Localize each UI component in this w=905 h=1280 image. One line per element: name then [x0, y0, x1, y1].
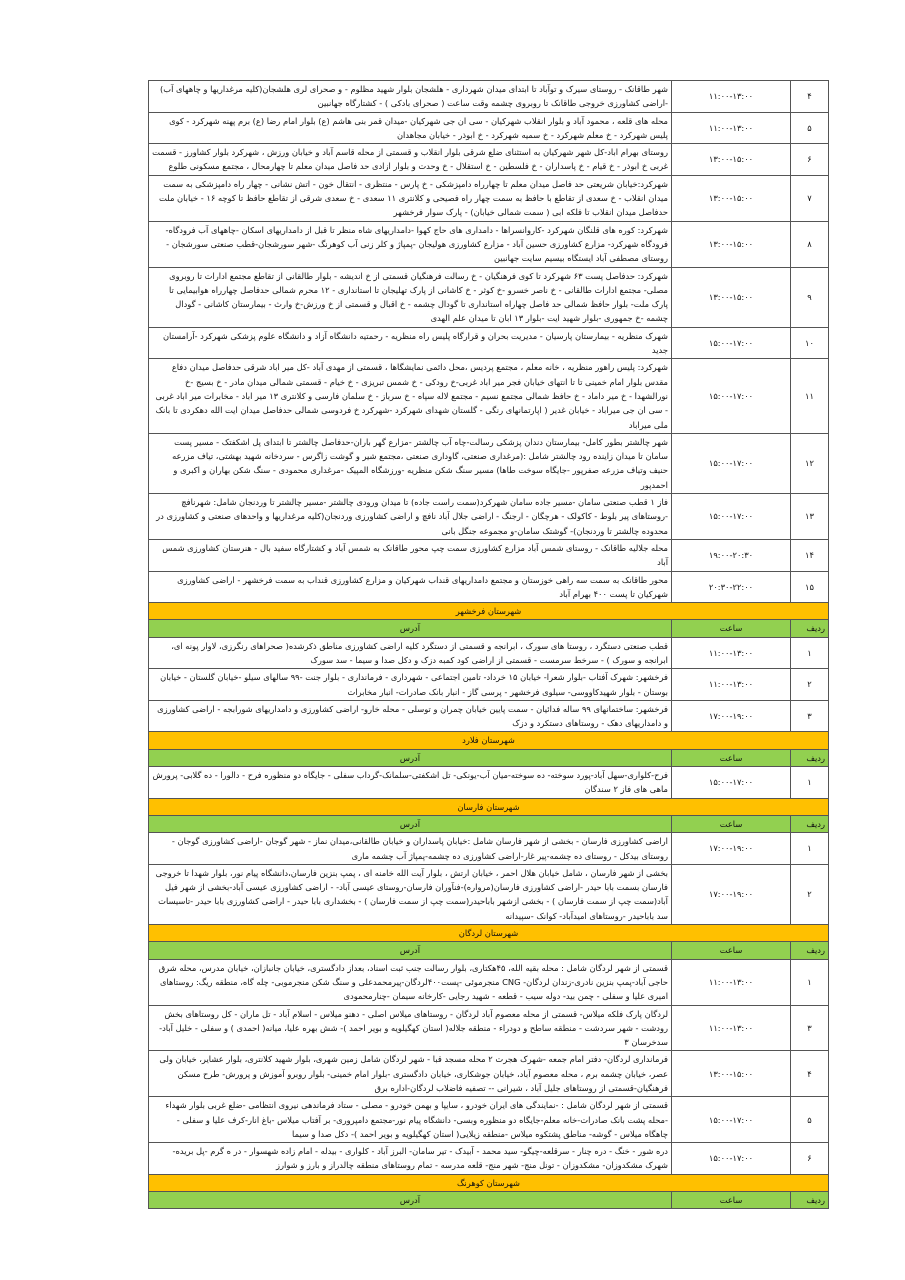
table-row — [149, 700, 829, 732]
row-number: ۷ — [791, 175, 829, 221]
table-row — [149, 864, 829, 924]
table-row — [149, 81, 829, 113]
row-number: ۱ — [791, 833, 829, 865]
address-cell: شهر طاقانک - روستای سیرک و توآباد تا ابتدای میدان شهرداری - هلشجان بلوار شهید مظلوم - و صحرای لری هلشجان(کلیه مرغداریها و چاههای آب) -اراضی کشاورزی خروجی طاقانک تا روبروی چشمه وقت ساعت ( صحرای بادکی ) - کشتارگاه جهانبین — [149, 81, 672, 113]
county-title: شهرستان کوهرنگ — [149, 1174, 829, 1191]
address-cell: فرح-کلواری-سهل آباد-پورد سوخته- ده سوخته-میان آب-یونکی- تل اشکفتی-سلمانک-گرداب سفلی - جایگاه دو منظوره فرح - دالورا - ده گلابی- پرورش ماهی های فاز ۲ سندگان — [149, 767, 672, 799]
address-cell: قسمتی از شهر لردگان شامل : محله بقیه الله، ۴۵هکتاری، بلوار رسالت جنب ثبت اسناد، بعداز دادگستری، خیابان جانبازان، خیابان مدرس، محله شرق حاجی آباد-پمپ بنزین نادری-زندان لردگان- CNG منجرموئی -پست۴۰۰لردگان-پیرمحمدعلی و سنگ شکن منجرموبی- چله گاه، منطقه ریگ: روستاهای امیری علیا و سفلی - چمن بید- دوله سیب - قطعه - شهید رجایی -کارخانه سیمان -چنارمحمودی — [149, 959, 672, 1005]
column-header-row — [149, 749, 829, 766]
row-number: ۱۵ — [791, 571, 829, 603]
table-row — [149, 433, 829, 493]
address-cell: محله های قلعه ، محمود آباد و بلوار انقلاب شهرکیان - سی ان جی شهرکیان -میدان قمر بنی هاشم (ع) بلوار امام رضا (ع) برم پهنه شهرکرد - کوی پلیس شهرکرد - خ معلم شهرکرد - خ سمیه شهرکرد - خ ابوذر - خیابان مجاهدان — [149, 112, 672, 144]
row-number: ۱ — [791, 637, 829, 669]
time-range: ۱۱:۰۰-۱۳:۰۰ — [672, 1005, 791, 1051]
table-row — [149, 959, 829, 1005]
county-section-header — [149, 798, 829, 815]
table-row — [149, 1097, 829, 1143]
address-cell: شهرکرد:خیابان شریعتی حد فاصل میدان معلم تا چهارراه دامپزشکی - خ پارس - منتظری - انتقال خون - اتش نشانی - چهار راه دامپزشکی به سمت میدان انقلاب - خ سعدی از تقاطع با حافظ به سمت چهار راه فصیحی و کلانتری ۱۱ سعدی - خ سعدی شرقی از تقاطع حافظ تا کوچه ۱۶ - خیابان ملت حدفاصل میدان انقلاب تا فلکه ابی ( سمت شمالی خیابان) - پارک سوار فرخشهر — [149, 175, 672, 221]
address-cell: شهرکرد: کوره های قلنگان شهرکرد -کاروانسراها - دامداری های حاج کهوا -دامداریهای شاه منظر تا قبل از دامداریهای اسکان -چاههای آب فرودگاه-فرودگاه شهرکرد- مزارع کشاورزی حسین آباد - مزارع کشاورزی هولیجان -پمپاژ و کلر زنی آب کوهرنگ -شهر سورشجان-قطب صنعتی سورشجان - روستای مصطفی آباد ایستگاه بیسیم سایت جهانبین — [149, 221, 672, 267]
time-range: ۱۵:۰۰-۱۷:۰۰ — [672, 327, 791, 359]
table-row — [149, 1005, 829, 1051]
address-cell: شهرک منظریه - بیمارستان پارسیان - مدیریت بحران و قرارگاه پلیس راه منظریه - رحمتیه دانشگاه آزاد و دانشگاه علوم پزشکی شهرکرد -آرامستان جدید — [149, 327, 672, 359]
header-time: ساعت — [672, 815, 791, 832]
row-number: ۵ — [791, 1097, 829, 1143]
time-range: ۱۵:۰۰-۱۷:۰۰ — [672, 433, 791, 493]
address-cell: شهرکرد: حدفاصل پست ۶۳ شهرکرد تا کوی فرهنگیان - خ رسالت فرهنگیان قسمتی از خ اندیشه - بلوار طالقانی از تقاطع مجتمع ادارات تا روبروی مصلی- مجتمع ادارات طالقانی - خ ناصر خسرو -خ کوثر - خ کاشانی از پارک تهلیجان تا استانداری - ۱۲ محرم شمالی حدفاصل چهارراه هوابیمایی تا پارک ملت- بلوار حافظ شمالی حد فاصل چهاراه استانداری تا گودال چشمه - خ اقبال و قسمتی از خ ورزش-خ وارث - بیمارستان کاشانی - گودال چشمه -خ جمهوری -بلوار شهید ایت -بلوار ۱۳ ابان تا میدان علم الهدی — [149, 267, 672, 327]
header-radif: ردیف — [791, 620, 829, 637]
time-range: ۱۳:۰۰-۱۵:۰۰ — [672, 144, 791, 176]
county-section-header — [149, 925, 829, 942]
address-cell: قطب صنعتی دستگرد ، روستا های سورک ، ابرانجه و قسمتی از دستگرد کلیه اراضی کشاورزی مناطق ذکرشده( صحراهای رنگرزی، لاوار پونه ای، ابرانجه و سورک ) - سرخط سرمست - قسمتی از اراضی کود کمبه دزک و دکل صدا و سیما - سد سورک — [149, 637, 672, 669]
row-number: ۱۲ — [791, 433, 829, 493]
time-range: ۱۳:۰۰-۱۵:۰۰ — [672, 1051, 791, 1097]
table-row — [149, 267, 829, 327]
table-row — [149, 637, 829, 669]
county-title: شهرستان فلارد — [149, 732, 829, 749]
row-number: ۱۴ — [791, 539, 829, 571]
header-radif: ردیف — [791, 942, 829, 959]
address-cell: شهر چالشتر بطور کامل- بیمارستان دندان پزشکی رسالت-چاه آب چالشتر -مزارع گهر باران-حدفاصل چالشتر تا ابتدای پل اشکفتک - مسیر پست سامان تا میدان زاینده رود چالشتر شامل :(مرغداری صنعتی، گاوداری صنعتی ،مجتمع شیر و گوشت زاگرس - سردخانه شهید بهشتی، تیاف مزرعه حنیف وتیاف مزرعه صفرپور -جایگاه سوخت طاها) مسیر سنگ شکن منظریه -ورزشگاه المپیک -مرغداری محمودی - سنگ شکن بهاران و اکبری و احمدپور — [149, 433, 672, 493]
county-title: شهرستان لردگان — [149, 925, 829, 942]
county-section-header — [149, 1174, 829, 1191]
table-row — [149, 327, 829, 359]
row-number: ۶ — [791, 144, 829, 176]
column-header-row — [149, 815, 829, 832]
header-radif: ردیف — [791, 1192, 829, 1209]
row-number: ۴ — [791, 81, 829, 113]
header-time: ساعت — [672, 749, 791, 766]
header-time: ساعت — [672, 1192, 791, 1209]
time-range: ۱۵:۰۰-۱۷:۰۰ — [672, 1143, 791, 1175]
address-cell: قسمتی از شهر لردگان شامل : -نمایندگی های ایران خودرو ، سایپا و بهمن خودرو - مصلی - ستاد فرماندهی نیروی انتظامی -ضلع غربی بلوار شهداء -محله پشت بانک صادرات-خانه معلم-جایگاه دو منظوره وبسی- دانشگاه پیام نور-مجتمع دامپروری- بر آفتاب میلاس -باغ انار-کرف علیا و سفلی - چاهگاه میلاس - گوشه- مناطق پشتکوه میلاس -منطقه زیلایی( استان کهگیلویه و بویر احمد )- دکل صدا و سیما — [149, 1097, 672, 1143]
address-cell: بخشی از شهر فارسان ، شامل خیابان هلال احمر ، خیابان ارتش ، بلوار آیت الله خامنه ای ، پمپ بنزین فارسان،دانشگاه پیام نور، بلوار شهدا تا خروجی فارسان بسمت بابا حیدر -اراضی کشاورزی فارسان(مرواره)-فنآوران فارسان-روستای عیسی آباد- - اراضی کشاورزی عیسی آباد-بخشی از شهر فیل آباد(سمت چپ از سمت فارسان ) - بخشی ازشهر باباحیدر(سمت چپ از سمت فارسان ) - بخشداری بابا حیدر - اراضی کشاورزی بابا حیدر -تاسیسات سد باباحیدر -روستاهای امیدآباد- کوانک -سپیدانه — [149, 864, 672, 924]
address-cell: فرخشهر: ساختمانهای ۹۹ ساله فدائیان - سمت پایین خیابان چمران و توسلی - محله خارو- اراضی کشاورزی و دامداریهای شورابجه - اراضی کشاورزی و دامداریهای دهک - روستاهای دستکرد و دزک — [149, 700, 672, 732]
header-address: آدرس — [149, 942, 672, 959]
time-range: ۱۱:۰۰-۱۳:۰۰ — [672, 112, 791, 144]
time-range: ۱۵:۰۰-۱۷:۰۰ — [672, 767, 791, 799]
table-row — [149, 539, 829, 571]
column-header-row — [149, 1192, 829, 1209]
row-number: ۲ — [791, 864, 829, 924]
header-address: آدرس — [149, 749, 672, 766]
time-range: ۲۰:۳۰-۲۲:۰۰ — [672, 571, 791, 603]
table-row — [149, 571, 829, 603]
address-cell: فاز ۱ قطب صنعتی سامان -مسیر جاده سامان شهرکرد(سمت راست جاده) تا میدان ورودی چالشتر -مسیر چالشتر تا وردنجان شامل: شهرنافچ -روستاهای پیر بلوط - کاکولک - هرچگان - ارجنگ - اراضی جلال آباد نافچ و اراضی کشاورزی وردنجان(کلیه مرغداریها و واحدهای صنعتی و کشاورزی در محدوده چالشتر تا وردنجان)- گوشتک سامان-و مجموعه جنگل بانی — [149, 494, 672, 540]
address-cell: شهرکرد: پلیس راهور منظریه ، خانه معلم ، مجتمع پردیس ،محل دائمی نمایشگاها ، قسمتی از مهدی آباد -کل میر اباد شرقی حدفاصل میدان دفاع مقدس بلوار امام خمینی تا تا انتهای خیابان فجر میر اباد غربی-خ رودکی - خ شمس تبریزی - خ خیام - قسمتی شمالی میدان مادر - خ بسیج -خ نورالشهدا - خ میر داماد - خ حافظ شمالی مجتمع نسیم - مجتمع لاله سپاه - خ سرباز - خ سلمان فارسی و کلانتری ۱۳ میر اباد - مخابرات میر اباد غربی - سی ان جی میراباد - خیابان غدیر ( اپارتمانهای رنگی - گلستان شهدای شهرکرد -شهرکرد خ فردوسی شمالی حدفاصل میدان ایت الله دهکردی تا بانک ملی میراباد — [149, 359, 672, 433]
row-number: ۹ — [791, 267, 829, 327]
county-title: شهرستان فارسان — [149, 798, 829, 815]
time-range: ۱۱:۰۰-۱۳:۰۰ — [672, 81, 791, 113]
address-cell: محله جلالیه طاقانک - روستای شمس آباد مزارع کشاورزی سمت چپ محور طاقانک به شمس آباد و کشتارگاه سفید بال - هنرستان کشاورزی شمس آباد — [149, 539, 672, 571]
header-address: آدرس — [149, 620, 672, 637]
row-number: ۴ — [791, 1051, 829, 1097]
table-row — [149, 144, 829, 176]
table-row — [149, 669, 829, 701]
table-row — [149, 1143, 829, 1175]
power-outage-schedule-table — [148, 80, 829, 1209]
table-row — [149, 175, 829, 221]
table-row — [149, 767, 829, 799]
address-cell: روستای بهرام اباد-کل شهر شهرکیان به استثنای ضلع شرقی بلوار انقلاب و قسمتی از محله قاسم آباد و خیابان ورزش ، شهرکرد بلوار کشاورز - قسمت غربی خ ابوذر - خ قیام - خ پاسداران - خ فلسطین - خ استقلال - خ وحدت و بلوار ازادی حد فاصل میدان معلم تا چهارمحال ، مجتمع مسکونی طلوع — [149, 144, 672, 176]
county-section-header — [149, 732, 829, 749]
address-cell: محور طاقانک به سمت سه راهی خوزستان و مجتمع دامداریهای قنداب شهرکیان و مزارع کشاورزی قنداب به سمت فرخشهر - اراضی کشاورزی شهرکیان تا پست ۴۰۰ بهرام آباد — [149, 571, 672, 603]
column-header-row — [149, 942, 829, 959]
row-number: ۱۱ — [791, 359, 829, 433]
time-range: ۱۵:۰۰-۱۷:۰۰ — [672, 359, 791, 433]
row-number: ۶ — [791, 1143, 829, 1175]
time-range: ۱۳:۰۰-۱۵:۰۰ — [672, 221, 791, 267]
address-cell: فرمانداری لردگان- دفتر امام جمعه -شهرک هجرت ۲ محله مسجد قبا - شهر لردگان شامل زمین شهری، بلوار شهید کلانتری، بلوار عشایر، خیابان ولی عصر، خیابان چشمه برم ، محله معصوم آباد، خیابان جوشکاری، خیابان دادگستری -بلوار امام خمینی- بلوار روبرو آموزش و پرورش- طرح مسکن فرهنگیان-قسمتی از روستاهای جلیل آباد ، شیرانی -- تصفیه فاضلاب لردگان-اداره برق — [149, 1051, 672, 1097]
time-range: ۱۹:۰۰-۲۰:۳۰ — [672, 539, 791, 571]
table-row — [149, 359, 829, 433]
address-cell: اراضی کشاورزی فارسان - بخشی از شهر فارسان شامل :خیابان پاسداران و خیابان طالقانی،میدان نماز - شهر گوجان -اراضی کشاورزی گوجان - روستای بیدکل - روستای ده چشمه-پیر غار-اراضی کشاورزی ده چشمه-پمپاژ آب چشمه ماری — [149, 833, 672, 865]
header-radif: ردیف — [791, 749, 829, 766]
header-time: ساعت — [672, 942, 791, 959]
row-number: ۱ — [791, 767, 829, 799]
row-number: ۳ — [791, 1005, 829, 1051]
time-range: ۱۳:۰۰-۱۵:۰۰ — [672, 267, 791, 327]
row-number: ۱ — [791, 959, 829, 1005]
table-row — [149, 494, 829, 540]
table-row — [149, 833, 829, 865]
address-cell: دره شور - خنگ - دره چنار - سرقلعه-چیگو- سید محمد - آبیدک - تیر سامان- البرز آباد - کلواری - بیدله - امام زاده شهسوار - در ه گرم -پل بریده- شهرک مشکدوزان- مشکدوزان - تونل منج- شهر منج- قلعه مدرسه - تمام روستاهای منطقه چالدراز و بارز و شوارز — [149, 1143, 672, 1175]
time-range: ۱۷:۰۰-۱۹:۰۰ — [672, 864, 791, 924]
header-radif: ردیف — [791, 815, 829, 832]
header-address: آدرس — [149, 1192, 672, 1209]
row-number: ۵ — [791, 112, 829, 144]
address-cell: لردگان پارک فلکه میلاس- قسمتی از محله معصوم آباد لردگان - روستاهای میلاس اصلی - دهنو میلاس - اسلام آباد - تل ماران - کل روستاهای بخش رودشت - شهر سردشت - منطقه ساطح و دودراء - منطقه جلاله( استان کهگیلویه و بویر احمد )- شش بهره علیا، میانه( احمدی ) و سفلی - خلیل آباد- سدخرسان ۳ — [149, 1005, 672, 1051]
address-cell: فرخشهر: شهرک آفتاب -بلوار شعرا- خیابان ۱۵ خرداد- تامین اجتماعی - شهرداری - فرمانداری - بلوار جنت -۹۹ سالهای سیلو -خیابان گلستان - خیابان بوستان - بلوار شهیدکاووسی- سیلوی فرخشهر - پرسی گاز - انبار بانک صادرات- انبار مخابرات — [149, 669, 672, 701]
row-number: ۲ — [791, 669, 829, 701]
time-range: ۱۳:۰۰-۱۵:۰۰ — [672, 175, 791, 221]
county-title: شهرستان فرخشهر — [149, 603, 829, 620]
row-number: ۱۳ — [791, 494, 829, 540]
time-range: ۱۱:۰۰-۱۳:۰۰ — [672, 669, 791, 701]
time-range: ۱۱:۰۰-۱۳:۰۰ — [672, 637, 791, 669]
time-range: ۱۱:۰۰-۱۳:۰۰ — [672, 959, 791, 1005]
time-range: ۱۵:۰۰-۱۷:۰۰ — [672, 494, 791, 540]
column-header-row — [149, 620, 829, 637]
header-address: آدرس — [149, 815, 672, 832]
time-range: ۱۷:۰۰-۱۹:۰۰ — [672, 700, 791, 732]
row-number: ۳ — [791, 700, 829, 732]
county-section-header — [149, 603, 829, 620]
time-range: ۱۵:۰۰-۱۷:۰۰ — [672, 1097, 791, 1143]
header-time: ساعت — [672, 620, 791, 637]
table-row — [149, 221, 829, 267]
row-number: ۸ — [791, 221, 829, 267]
table-row — [149, 112, 829, 144]
time-range: ۱۷:۰۰-۱۹:۰۰ — [672, 833, 791, 865]
row-number: ۱۰ — [791, 327, 829, 359]
table-row — [149, 1051, 829, 1097]
